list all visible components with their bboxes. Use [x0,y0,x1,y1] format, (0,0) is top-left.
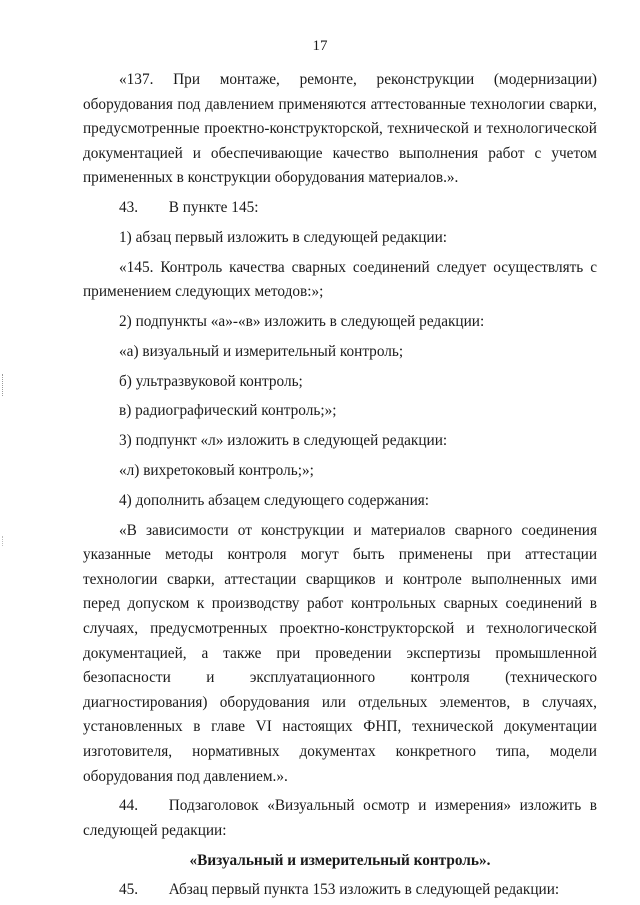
paragraph-subitem-4: 4) дополнить абзацем следующего содержания: [119,491,430,509]
paragraph-item-45: 45. Абзац первый пункта 153 изложить в следующей редакции: [119,881,560,899]
paragraph-method-l: «л) вихретоковый контроль;»; [119,462,314,479]
paragraph-subitem-3: 3) подпункт «л» изложить в следующей редакции: [119,432,448,450]
paragraph-item-44: 44. Подзаголовок «Визуальный осмотр и измерения» изложить в следующей редакции: [83,797,597,839]
paragraph-item-137-quote: «137. При монтаже, ремонте, реконструкции (модернизации) оборудования под давлением применяются аттестованные технологии сварки, предусмотренные проектно-конструкторской, технической и технологической документацией и обеспечивающие качество выполнения работ с учетом примененных в конструкции оборудования материалов.». [83,71,597,187]
subheading-visual-control: «Визуальный и измерительный контроль». [189,851,491,869]
paragraph-subitem-2: 2) подпункты «а»-«в» изложить в следующей редакции: [119,313,485,331]
document-body [83,68,597,903]
paragraph-item-43: 43. В пункте 145: [119,199,259,217]
paragraph-item-145-quote: «145. Контроль качества сварных соединений следует осуществлять с применением следующих методов:»; [83,258,597,301]
scan-artifact [2,536,4,546]
page-number: 17 [312,38,328,54]
paragraph-method-v: в) радиографический контроль;»; [119,402,337,420]
paragraph-method-b: б) ультразвуковой контроль; [119,372,303,390]
scan-artifact [2,374,4,396]
paragraph-added-text: «В зависимости от конструкции и материалов сварного соединения указанные методы контроля могут быть применены при аттестации технологии сварки, аттестации сварщиков и контроле выполненных ими перед допуском к производству работ контрольных сварных соединений в случаях, предусмотренных проектно-конструкторской и технологической документацией, а также при проведении экспертизы промышленной безопасности и эксплуатационного контроля (технического диагностирования) оборудования или отдельных элементов, в случаях, установленных в главе VI настоящих ФНП, технической документации изготовителя, нормативных документах конкретного типа, модели оборудования под давлением.». [83,521,597,785]
paragraph-subitem-1: 1) абзац первый изложить в следующей редакции: [119,228,448,246]
paragraph-method-a: «а) визуальный и измерительный контроль; [119,342,404,360]
